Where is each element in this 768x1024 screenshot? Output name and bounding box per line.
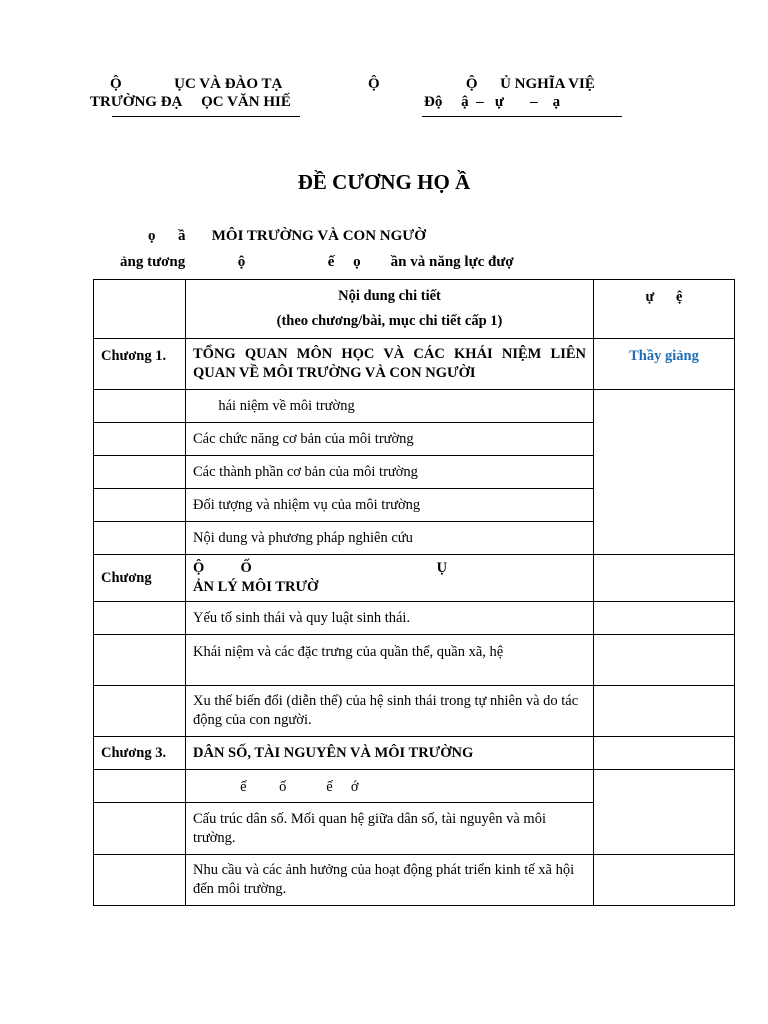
empty-cell [594,602,735,635]
chapter-2-title-line1: Ộ Ố Ụ [193,560,448,576]
header-cell-method: ự ệ [594,280,735,339]
chapter-row [94,339,735,390]
outline-table [93,279,735,906]
empty-cell [594,855,735,906]
list-item: Các chức năng cơ bản của môi trường [186,423,594,456]
list-item: Đối tượng và nhiệm vụ của môi trường [186,489,594,522]
university-name: TRƯỜNG ĐẠ ỌC VĂN HIẾ [90,94,291,110]
header-right-underline [422,116,622,117]
empty-cell [594,390,735,555]
empty-cell [594,770,735,855]
table-row [94,635,735,686]
course-label: ọ ầ [148,228,186,244]
table-row [94,770,735,803]
empty-cell [94,686,186,737]
list-item: Các thành phần cơ bản của môi trường [186,456,594,489]
chapter-3-title: DÂN SỐ, TÀI NGUYÊN VÀ MÔI TRƯỜNG [186,737,594,770]
table-row [94,390,735,423]
ministry-name: Ộ ỤC VÀ ĐÀO TẠ [110,76,283,92]
table-header-row [94,280,735,339]
chapter-3-label: Chương 3. [94,737,186,770]
list-item: Khái niệm và các đặc trưng của quần thể, quần xã, hệ [186,635,594,686]
course-line [148,228,426,245]
chapter-1-label: Chương 1. [94,339,186,390]
header-content-subtitle: (theo chương/bài, mục chi tiết cấp 1) [276,313,503,329]
list-item: Nhu cầu và các ảnh hưởng của hoạt động phát triển kinh tế xã hội đến môi trường. [186,855,594,906]
empty-cell [94,522,186,555]
empty-cell [94,423,186,456]
table-row [94,602,735,635]
list-item: Nội dung và phương pháp nghiên cứu [186,522,594,555]
chapter-2-title [186,555,594,602]
table-row [94,855,735,906]
table-row [94,686,735,737]
header-left-underline [112,116,300,117]
teacher-lecture-label: Thầy giảng [594,339,735,390]
empty-cell [94,456,186,489]
chapter-1-title: TỔNG QUAN MÔN HỌC VÀ CÁC KHÁI NIỆM LIÊN QUAN VỀ MÔI TRƯỜNG VÀ CON NGƯỜI [186,339,594,390]
empty-cell [94,803,186,855]
chapter-2-label: Chương [94,555,186,602]
list-item: Yếu tố sinh thái và quy luật sinh thái. [186,602,594,635]
course-name: MÔI TRƯỜNG VÀ CON NGƯỜ [211,228,426,244]
list-item: Xu thế biến đổi (diễn thế) của hệ sinh thái trong tự nhiên và do tác động của con người. [186,686,594,737]
empty-cell [594,686,735,737]
empty-cell [94,602,186,635]
empty-cell [594,635,735,686]
document-title: ĐỀ CƯƠNG HỌ Ầ [297,170,471,194]
chapter-row [94,555,735,602]
empty-cell [94,390,186,423]
objective-line: ảng tương ộ ế ọ ần và năng lực đượ [120,254,514,270]
header-cell-content [186,280,594,339]
chapter-2-title-line2: ẢN LÝ MÔI TRƯỜ [193,579,319,595]
empty-cell [94,489,186,522]
country-name: Ộ Ộ Ủ NGHĨA VIỆ [368,76,595,92]
list-item: hái niệm về môi trường [186,390,594,423]
header-cell-blank [94,280,186,339]
list-item: ế ố ế ớ [186,770,594,803]
empty-cell [594,555,735,602]
empty-cell [94,635,186,686]
list-item: Cấu trúc dân số. Mối quan hệ giữa dân số, tài nguyên và môi trường. [186,803,594,855]
empty-cell [94,770,186,803]
country-motto: Độ ậ – ự – ạ [424,94,561,110]
chapter-row [94,737,735,770]
header-content-title: Nội dung chi tiết [338,288,441,304]
empty-cell [94,855,186,906]
empty-cell [594,737,735,770]
